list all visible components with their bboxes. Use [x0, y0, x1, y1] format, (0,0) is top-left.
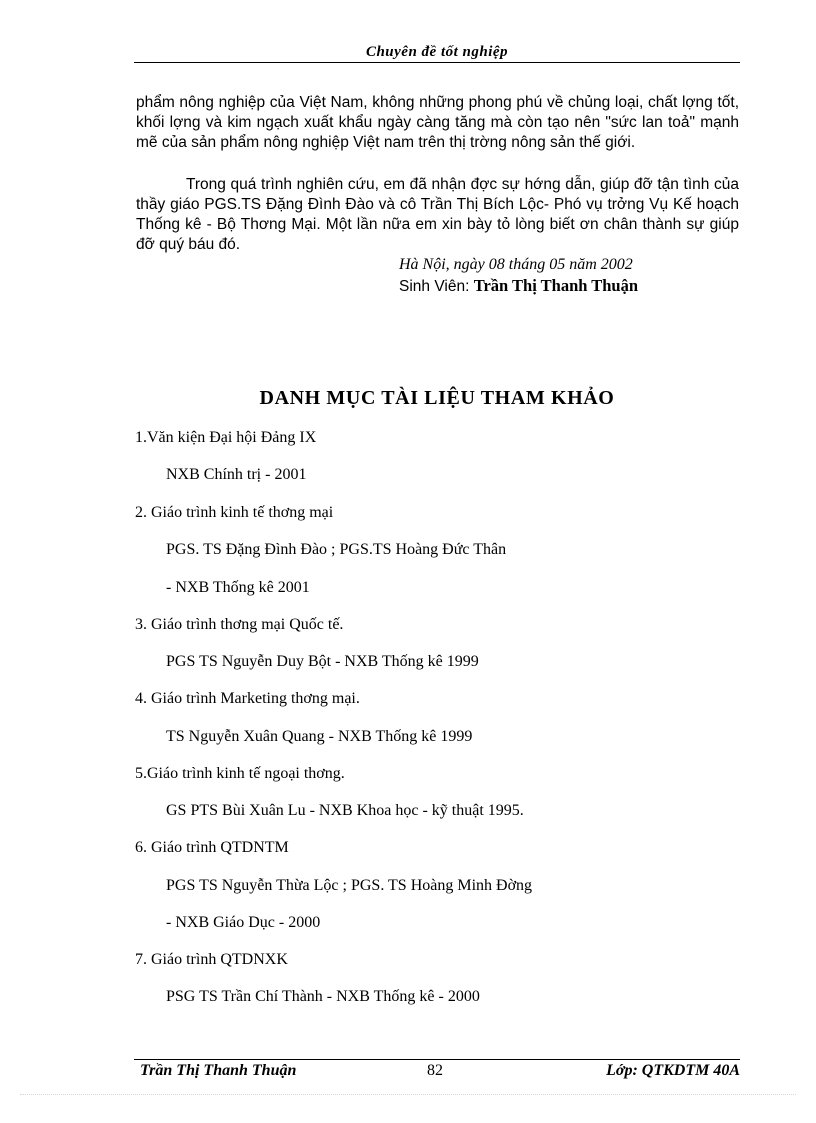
signer-name: Trần Thị Thanh Thuận [473, 276, 639, 295]
reference-detail: GS PTS Bùi Xuân Lu - NXB Khoa học - kỹ thuật 1995. [166, 802, 524, 819]
body-paragraph-2: Trong quá trình nghiên cứu, em đã nhận đợc sự hớng dẫn, giúp đỡ tận tình của thầy giáo PGS.TS Đặng Đình Đào và cô Trần Thị Bích Lộc- Phó vụ trởng Vụ Kế hoạch Thống kê - Bộ Thơng Mại. Một lần nữa em xin bày tỏ lòng biết ơn chân thành sự giúp đỡ quý báu đó. [136, 176, 739, 253]
page-number: 82 [427, 1062, 443, 1079]
references-title: DANH MỤC TÀI LIỆU THAM KHẢO [259, 387, 615, 409]
reference-detail: - NXB Giáo Dục - 2000 [166, 914, 321, 931]
reference-entry: 2. Giáo trình kinh tế thơng mại [135, 504, 334, 521]
footer-class: Lớp: QTKDTM 40A [606, 1062, 740, 1079]
reference-detail: PSG TS Trần Chí Thành - NXB Thống kê - 2000 [166, 988, 480, 1005]
footer-rule [134, 1059, 740, 1060]
footer-author: Trần Thị Thanh Thuận [140, 1062, 297, 1079]
reference-detail: NXB Chính trị - 2001 [166, 466, 307, 483]
reference-entry: 5.Giáo trình kinh tế ngoại thơng. [135, 765, 345, 782]
signer-label: Sinh Viên: [399, 278, 474, 295]
reference-entry: 7. Giáo trình QTDNXK [135, 951, 288, 968]
reference-detail: PGS. TS Đặng Đình Đào ; PGS.TS Hoàng Đức Thân [166, 541, 507, 558]
signer-line [399, 276, 638, 296]
reference-entry: 1.Văn kiện Đại hội Đảng IX [135, 429, 317, 446]
reference-detail: PGS TS Nguyễn Duy Bột - NXB Thống kê 1999 [166, 653, 479, 670]
reference-detail: - NXB Thống kê 2001 [166, 579, 310, 596]
reference-entry: 6. Giáo trình QTDNTM [135, 839, 289, 856]
page-header-title: Chuyên đề tốt nghiệp [365, 44, 509, 60]
reference-detail: TS Nguyễn Xuân Quang - NXB Thống kê 1999 [166, 728, 473, 745]
page-bottom-border [20, 1094, 796, 1095]
date-line: Hà Nội, ngày 08 tháng 05 năm 2002 [399, 256, 633, 273]
body-paragraph-1: phẩm nông nghiệp của Việt Nam, không những phong phú về chủng loại, chất lợng tốt, khối lợng và kim ngạch xuất khẩu ngày càng tăng mà còn tạo nên "sức lan toả" mạnh mẽ của sản phẩm nông nghiệp Việt nam trên thị trờng nông sản thế giới. [136, 94, 739, 151]
reference-entry: 3. Giáo trình thơng mại Quốc tế. [135, 616, 344, 633]
reference-entry: 4. Giáo trình Marketing thơng mại. [135, 690, 360, 707]
header-rule [134, 62, 740, 63]
reference-detail: PGS TS Nguyễn Thừa Lộc ; PGS. TS Hoàng Minh Đờng [166, 877, 533, 894]
